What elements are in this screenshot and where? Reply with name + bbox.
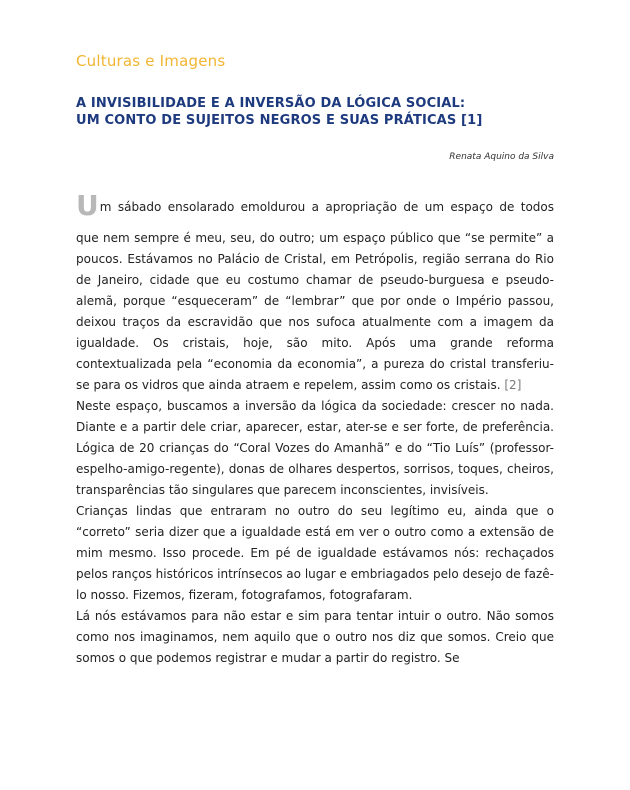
author-name: Renata Aquino da Silva <box>449 152 554 162</box>
first-line-text: m sábado ensolarado emoldurou a apropriação de um espaço de todos <box>99 200 554 214</box>
paragraph-3: Crianças lindas que entraram no outro do seu legítimo eu, ainda que o “correto” seria dizer que a igualdade está em ver o outro como a extensão de mim mesmo. Isso procede. Em pé de igualdade estávamos nós: rechaçados pelos ranços históricos intrínsecos ao lugar e embriagados pelo desejo de fazê-lo nosso. Fizemos, fizeram, fotografamos, fotografaram. <box>76 504 555 602</box>
section-label: Culturas e Imagens <box>76 52 226 70</box>
article-title-line-1: A INVISIBILIDADE E A INVERSÃO DA LÓGICA SOCIAL: <box>76 96 466 111</box>
footnote-reference-2[interactable]: [2] <box>504 378 522 392</box>
paragraph-1 <box>76 228 554 396</box>
paragraph-1-text: que nem sempre é meu, seu, do outro; um espaço público que “se permite” a poucos. Estávamos no Palácio de Cristal, em Petrópolis, região serrana do Rio de Janeiro, cidade que eu costumo chamar de pseudo-burguesa e pseudo-alemã, porque “esqueceram” de “lembrar” que por onde o Império passou, deixou traços da escravidão que nos sufoca atualmente com a imagem da igualdade. Os cristais, hoje, são mito. Após uma grande reforma contextualizada pela “economia da economia”, a pureza do cristal transferiu-se para os vidros que ainda atraem e repelem, assim como os cristais. <box>76 231 554 392</box>
article-title-line-2: UM CONTO DE SUJEITOS NEGROS E SUAS PRÁTICAS [1] <box>76 113 483 128</box>
article-first-line <box>76 190 554 220</box>
drop-cap: U <box>76 189 99 222</box>
article-title <box>76 95 556 129</box>
paragraph-4: Lá nós estávamos para não estar e sim para tentar intuir o outro. Não somos como nos imaginamos, nem aquilo que o outro nos diz que somos. Creio que somos o que podemos registrar e mudar a partir do registro. Se <box>76 609 554 665</box>
article-body <box>76 190 554 669</box>
paragraph-2: Neste espaço, buscamos a inversão da lógica da sociedade: crescer no nada. Diante e a partir dele criar, aparecer, estar, ater-se e ser forte, de preferência. Lógica de 20 crianças do “Coral Vozes do Amanhã” e do “Tio Luís” (professor-espelho-amigo-regente), donas de olhares despertos, sorrisos, toques, cheiros, transparências tão singulares que parecem inconscientes, invisíveis. <box>76 399 554 497</box>
